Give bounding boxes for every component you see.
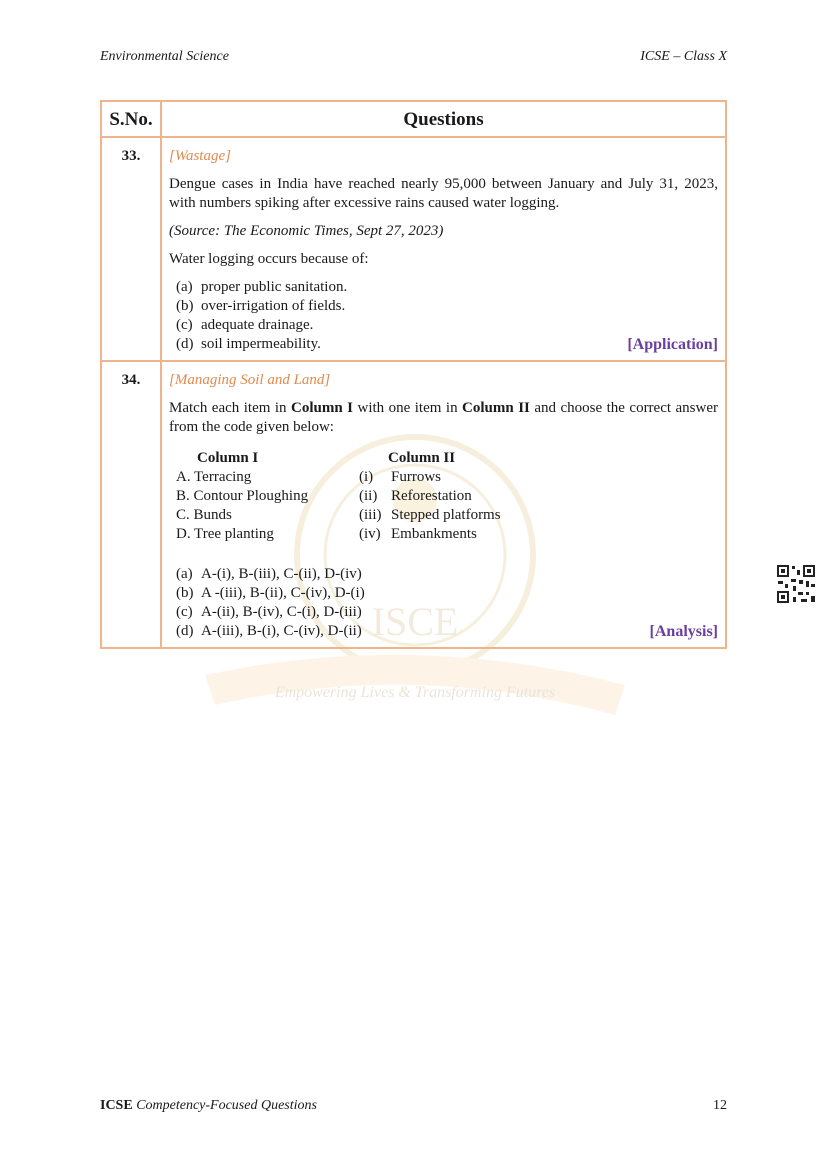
competency-tag: [Application] [627, 336, 718, 353]
footer-title [100, 1098, 317, 1114]
match-row: C. Bunds (iii) Stepped platforms [176, 507, 501, 523]
answer-options [176, 565, 718, 641]
column-1-heading: Column I [197, 450, 259, 466]
svg-text:ISCE: ISCE [371, 599, 459, 644]
answer-option[interactable]: (c) adequate drainage. [176, 317, 314, 333]
question-number: 33. [101, 137, 161, 361]
answer-option[interactable]: (a) proper public sanitation. [176, 279, 348, 295]
qr-code-icon[interactable] [776, 564, 816, 604]
question-number: 34. [101, 361, 161, 648]
questions-table [100, 100, 727, 649]
footer-brand: ICSE [100, 1098, 133, 1113]
answer-option[interactable]: (b) over-irrigation of fields. [176, 298, 346, 314]
running-header-subject: Environmental Science [100, 49, 229, 64]
sno-column-header: S.No. [101, 101, 161, 137]
match-row: A. Terracing (i) Furrows [176, 469, 442, 485]
running-header-class: ICSE – Class X [640, 49, 727, 64]
question-body [161, 137, 726, 361]
questions-column-header: Questions [161, 101, 726, 137]
match-header-row [176, 449, 718, 468]
page-number: 12 [713, 1098, 727, 1113]
column-2-heading: Column II [388, 450, 456, 466]
question-prompt: Match each item in Column I with one item in Column II and choose the correct answer from the code given below: [169, 400, 718, 435]
answer-option[interactable]: (c) A-(ii), B-(iv), C-(i), D-(iii) [176, 604, 362, 620]
question-body [161, 361, 726, 648]
source-citation [169, 222, 718, 241]
answer-options [176, 278, 718, 354]
topic-label: [Wastage] [169, 148, 231, 164]
svg-text:Empowering Lives & Transformin: Empowering Lives & Transforming Futures [274, 684, 556, 701]
question-prompt: Water logging occurs because of: [169, 251, 369, 267]
footer-subtitle: Competency-Focused Questions [136, 1098, 317, 1113]
match-row: D. Tree planting (iv) Embankments [176, 526, 477, 542]
source-text: (Source: The Economic Times, Sept 27, 2023) [169, 223, 444, 239]
competency-tag: [Analysis] [649, 623, 718, 640]
topic-label: [Managing Soil and Land] [169, 372, 331, 388]
match-columns [176, 449, 718, 544]
question-row-33 [101, 137, 726, 361]
answer-option[interactable]: (a) A-(i), B-(iii), C-(ii), D-(iv) [176, 566, 362, 582]
question-passage: Dengue cases in India have reached nearly 95,000 between January and July 31, 2023, with numbers spiking after excessive rains caused water logging. [169, 176, 718, 211]
match-row: B. Contour Ploughing (ii) Reforestation [176, 488, 472, 504]
answer-option[interactable]: (d) soil impermeability. [Application] [176, 336, 718, 353]
question-row-34 [101, 361, 726, 648]
answer-option[interactable]: (d) A-(iii), B-(i), C-(iv), D-(ii) [Analysis] [176, 623, 718, 640]
answer-option[interactable]: (b) A -(iii), B-(ii), C-(iv), D-(i) [176, 585, 365, 601]
